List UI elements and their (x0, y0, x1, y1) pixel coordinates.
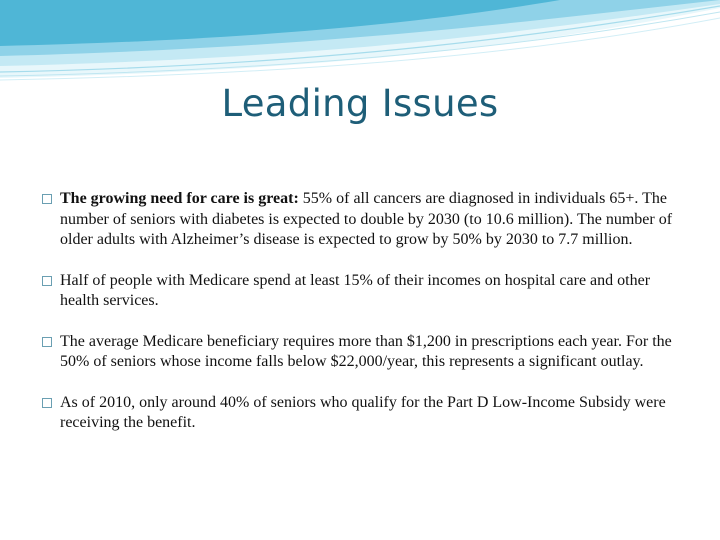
square-bullet-icon (42, 194, 52, 204)
square-bullet-icon (42, 398, 52, 408)
slide-title: Leading Issues (221, 82, 499, 125)
bullet-list (42, 189, 682, 454)
header-wave-decoration (0, 0, 720, 90)
bullet-text: As of 2010, only around 40% of seniors who qualify for the Part D Low-Income Subsidy were receiving the benefit. (60, 393, 666, 431)
bullet-item (42, 271, 682, 312)
bullet-text: 55% of all cancers are diagnosed in individuals 65+. The number of seniors with diabetes is expected to double by 2030 (to 10.6 million). The number of older adults with Alzheimer’s disease is expected to grow by 50% by 2030 to 7.7 million. (60, 190, 673, 248)
bullet-item (42, 332, 682, 373)
square-bullet-icon (42, 337, 52, 347)
bullet-item (42, 393, 682, 434)
bullet-text: Half of people with Medicare spend at least 15% of their incomes on hospital care and other health services. (60, 271, 651, 309)
bullet-text: The average Medicare beneficiary requires more than $1,200 in prescriptions each year. For the 50% of seniors whose income falls below $22,000/year, this represents a significant outlay. (60, 332, 672, 370)
bullet-lead: The growing need for care is great: (60, 190, 299, 207)
bullet-item (42, 189, 682, 251)
square-bullet-icon (42, 276, 52, 286)
